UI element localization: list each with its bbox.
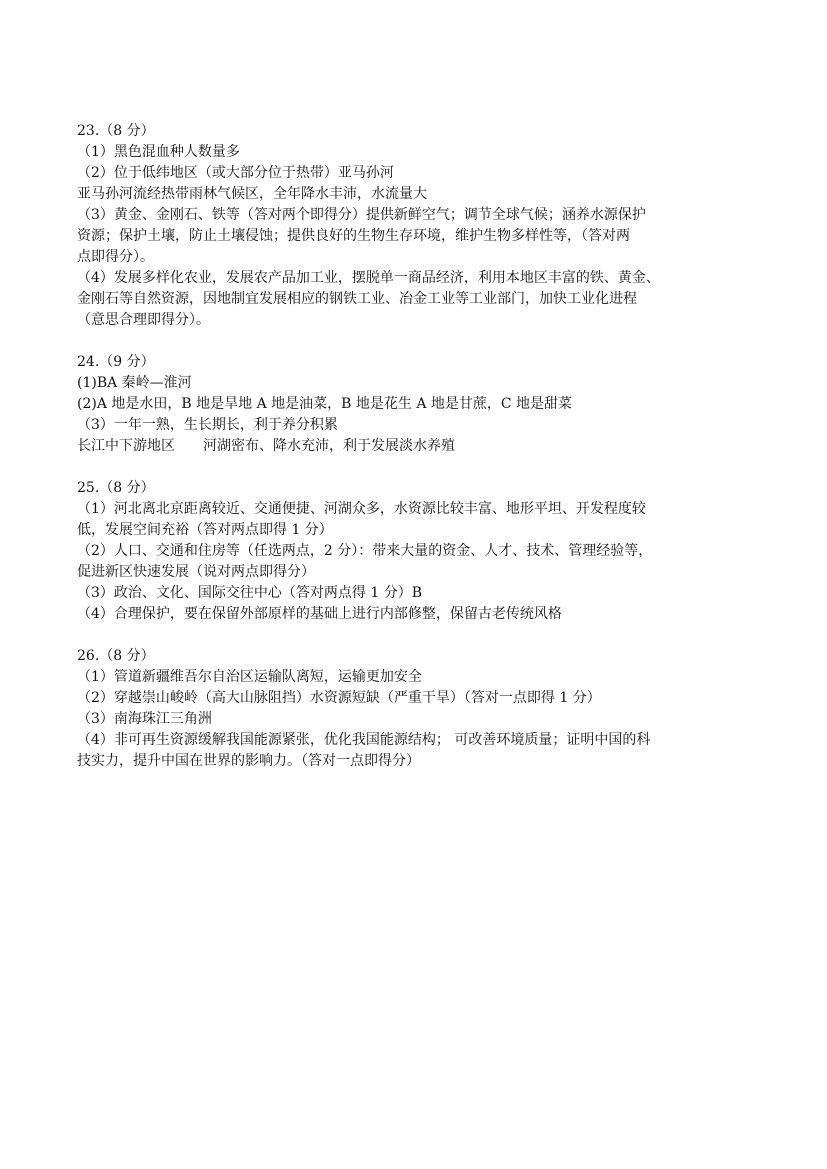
answer-line: （3）一年一熟，生长期长，利于养分积累 <box>77 417 338 433</box>
question-24-section <box>77 352 757 457</box>
answer-line: 技实力，提升中国在世界的影响力。（答对一点即得分） <box>77 753 420 769</box>
answer-line: 低，发展空间充裕（答对两点即得 1 分） <box>77 522 333 538</box>
answer-line: （4）非可再生资源缓解我国能源紧张，优化我国能源结构； 可改善环境质量；证明中国的科 <box>77 732 651 748</box>
answer-line: （1）河北离北京距离较近、交通便捷、河湖众多，水资源比较丰富、地形平坦、开发程度较 <box>77 501 646 517</box>
answer-line: 点即得分）。 <box>77 249 154 265</box>
answer-line: 促进新区快速发展（说对两点即得分） <box>77 564 315 580</box>
question-24-heading: 24.（9 分） <box>77 354 155 370</box>
answer-line: （2）位于低纬地区（或大部分位于热带）亚马孙河 <box>77 165 394 181</box>
answer-line: 长江中下游地区 河湖密布、降水充沛，利于发展淡水养殖 <box>77 438 455 454</box>
answer-line: 资源；保护土壤，防止土壤侵蚀；提供良好的生物生存环境，维护生物多样性等，（答对两 <box>77 228 630 244</box>
answer-line: （3）政治、文化、国际交往中心（答对两点得 1 分）B <box>77 585 423 601</box>
answer-line: （4）发展多样化农业，发展农产品加工业，摆脱单一商品经济，利用本地区丰富的铁、黄金、 <box>77 270 660 286</box>
question-23-heading: 23.（8 分） <box>77 123 155 139</box>
answer-line: （1）黑色混血种人数量多 <box>77 144 240 160</box>
answer-line: （2）穿越崇山峻岭（高大山脉阻挡）水资源短缺（严重干旱）（答对一点即得 1 分） <box>77 690 601 706</box>
question-25-heading: 25.（8 分） <box>77 480 155 496</box>
answer-line: （2）人口、交通和住房等（任选两点，2 分）：带来大量的资金、人才、技术、管理经验等， <box>77 543 653 559</box>
answer-line: （3）南海珠江三角洲 <box>77 711 212 727</box>
answer-line: 金刚石等自然资源，因地制宜发展相应的钢铁工业、冶金工业等工业部门，加快工业化进程 <box>77 291 637 307</box>
answer-line: （4）合理保护，要在保留外部原样的基础上进行内部修整，保留古老传统风格 <box>77 606 562 622</box>
answer-line: （3）黄金、金刚石、铁等（答对两个即得分）提供新鲜空气；调节全球气候；涵养水源保护 <box>77 207 646 223</box>
question-26-section <box>77 646 757 772</box>
question-26-heading: 26.（8 分） <box>77 648 155 664</box>
answer-line: (1)BA 秦岭—淮河 <box>77 375 192 391</box>
answer-line: （意思合理即得分）。 <box>77 312 210 328</box>
answer-key-content <box>77 121 757 793</box>
question-25-section <box>77 478 757 625</box>
answer-line: (2)A 地是水田，B 地是旱地 A 地是油菜，B 地是花生 A 地是甘蔗，C 地是甜菜 <box>77 396 573 412</box>
answer-line: （1）管道新疆维吾尔自治区运输队离短，运输更加安全 <box>77 669 422 685</box>
answer-line: 亚马孙河流经热带雨林气候区，全年降水丰沛，水流量大 <box>77 186 427 202</box>
question-23-section <box>77 121 757 331</box>
